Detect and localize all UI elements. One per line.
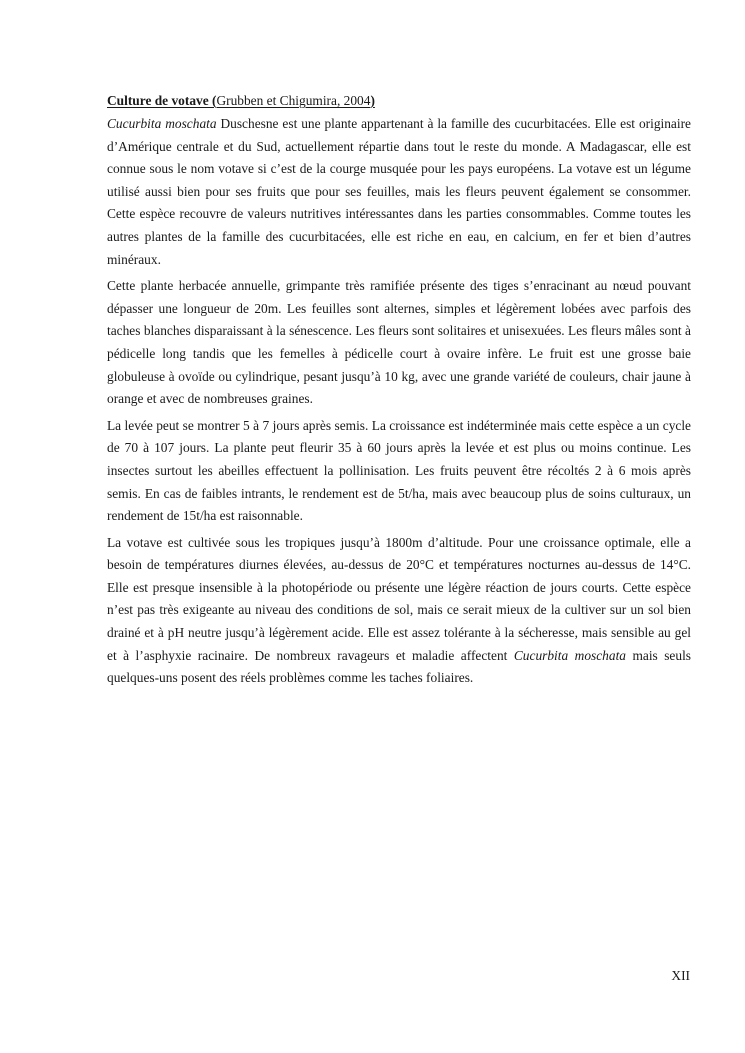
- paragraph-text: La votave est cultivée sous les tropiques jusqu’à 1800m d’altitude. Pour une croissance optimale, elle a besoin de températures diurnes élevées, au-dessus de 20°C et températures nocturnes au-dessus de 14°C. Elle est presque insensible à la photopériode ou présente une légère réaction de jours courts. Cette espèce n’est pas très exigeante au niveau des conditions de sol, mais ce serait mieux de la cultiver sur un sol bien drainé et à pH neutre jusqu’à légèrement acide. Elle est assez tolérante à la sécheresse, mais sensible au gel et à l’asphyxie racinaire. De nombreux ravageurs et maladie affectent: [107, 534, 691, 663]
- section-citation: Grubben et Chigumira, 2004: [216, 93, 371, 108]
- section-heading: [107, 90, 691, 112]
- species-name: Cucurbita moschata: [107, 116, 217, 131]
- species-name: Cucurbita moschata: [513, 647, 626, 663]
- section-title: Culture de votave (: [107, 93, 217, 108]
- paragraph-text: La levée peut se montrer 5 à 7 jours après semis. La croissance est indéterminée mais cette espèce a un cycle de 70 à 107 jours. La plante peut fleurir 35 à 60 jours après la levée et est plus ou moins continue. Les insectes surtout les abeilles effectuent la pollinisation. Les fruits peuvent être récoltés 2 à 6 mois après semis. En cas de faibles intrants, le rendement est de 5t/ha, mais avec beaucoup plus de soins culturaux, un rendement de 15t/ha est raisonnable.: [107, 417, 691, 524]
- paragraph-text: Duschesne est une plante appartenant à la famille des cucurbitacées. Elle est originaire d’Amérique centrale et du Sud, actuellement répartie dans tout le reste du monde. A Madagascar, elle est connue sous le nom votave si c’est de la courge musquée pour les pays européens. La votave est un légume utilisé aussi bien pour ses fruits que pour ses feuilles, mais les fleurs peuvent également se consommer. Cette espèce recouvre de valeurs nutritives intéressantes dans les parties consommables. Comme toutes les autres plantes de la famille des cucurbitacées, elle est riche en eau, en calcium, en fer et bien d’autres minéraux.: [107, 116, 691, 267]
- paragraph-description: [107, 275, 691, 411]
- paragraph-text: Cette plante herbacée annuelle, grimpante très ramifiée présente des tiges s’enracinant au nœud pouvant dépasser une longueur de 20m. Les feuilles sont alternes, simples et légèrement lobées avec parfois des taches blanches disparaissant à la sénescence. Les fleurs sont solitaires et unisexuées. Les fleurs mâles sont à pédicelle long tandis que les femelles à pédicelle court à ovaire infère. Le fruit est une grosse baie globuleuse à ovoïde ou cylindrique, pesant jusqu’à 10 kg, avec une grande variété de couleurs, chair jaune à orange et avec de nombreuses graines.: [107, 278, 691, 407]
- paragraph-conditions: [107, 532, 691, 690]
- paragraph-cycle: [107, 415, 691, 528]
- paragraph-text: mais seuls quelques-uns posent des réels problèmes comme les taches foliaires.: [107, 647, 691, 686]
- document-page: [107, 90, 691, 694]
- section-title-close: ): [370, 93, 375, 108]
- paragraph-intro: [107, 113, 691, 271]
- page-number: XII: [671, 968, 690, 983]
